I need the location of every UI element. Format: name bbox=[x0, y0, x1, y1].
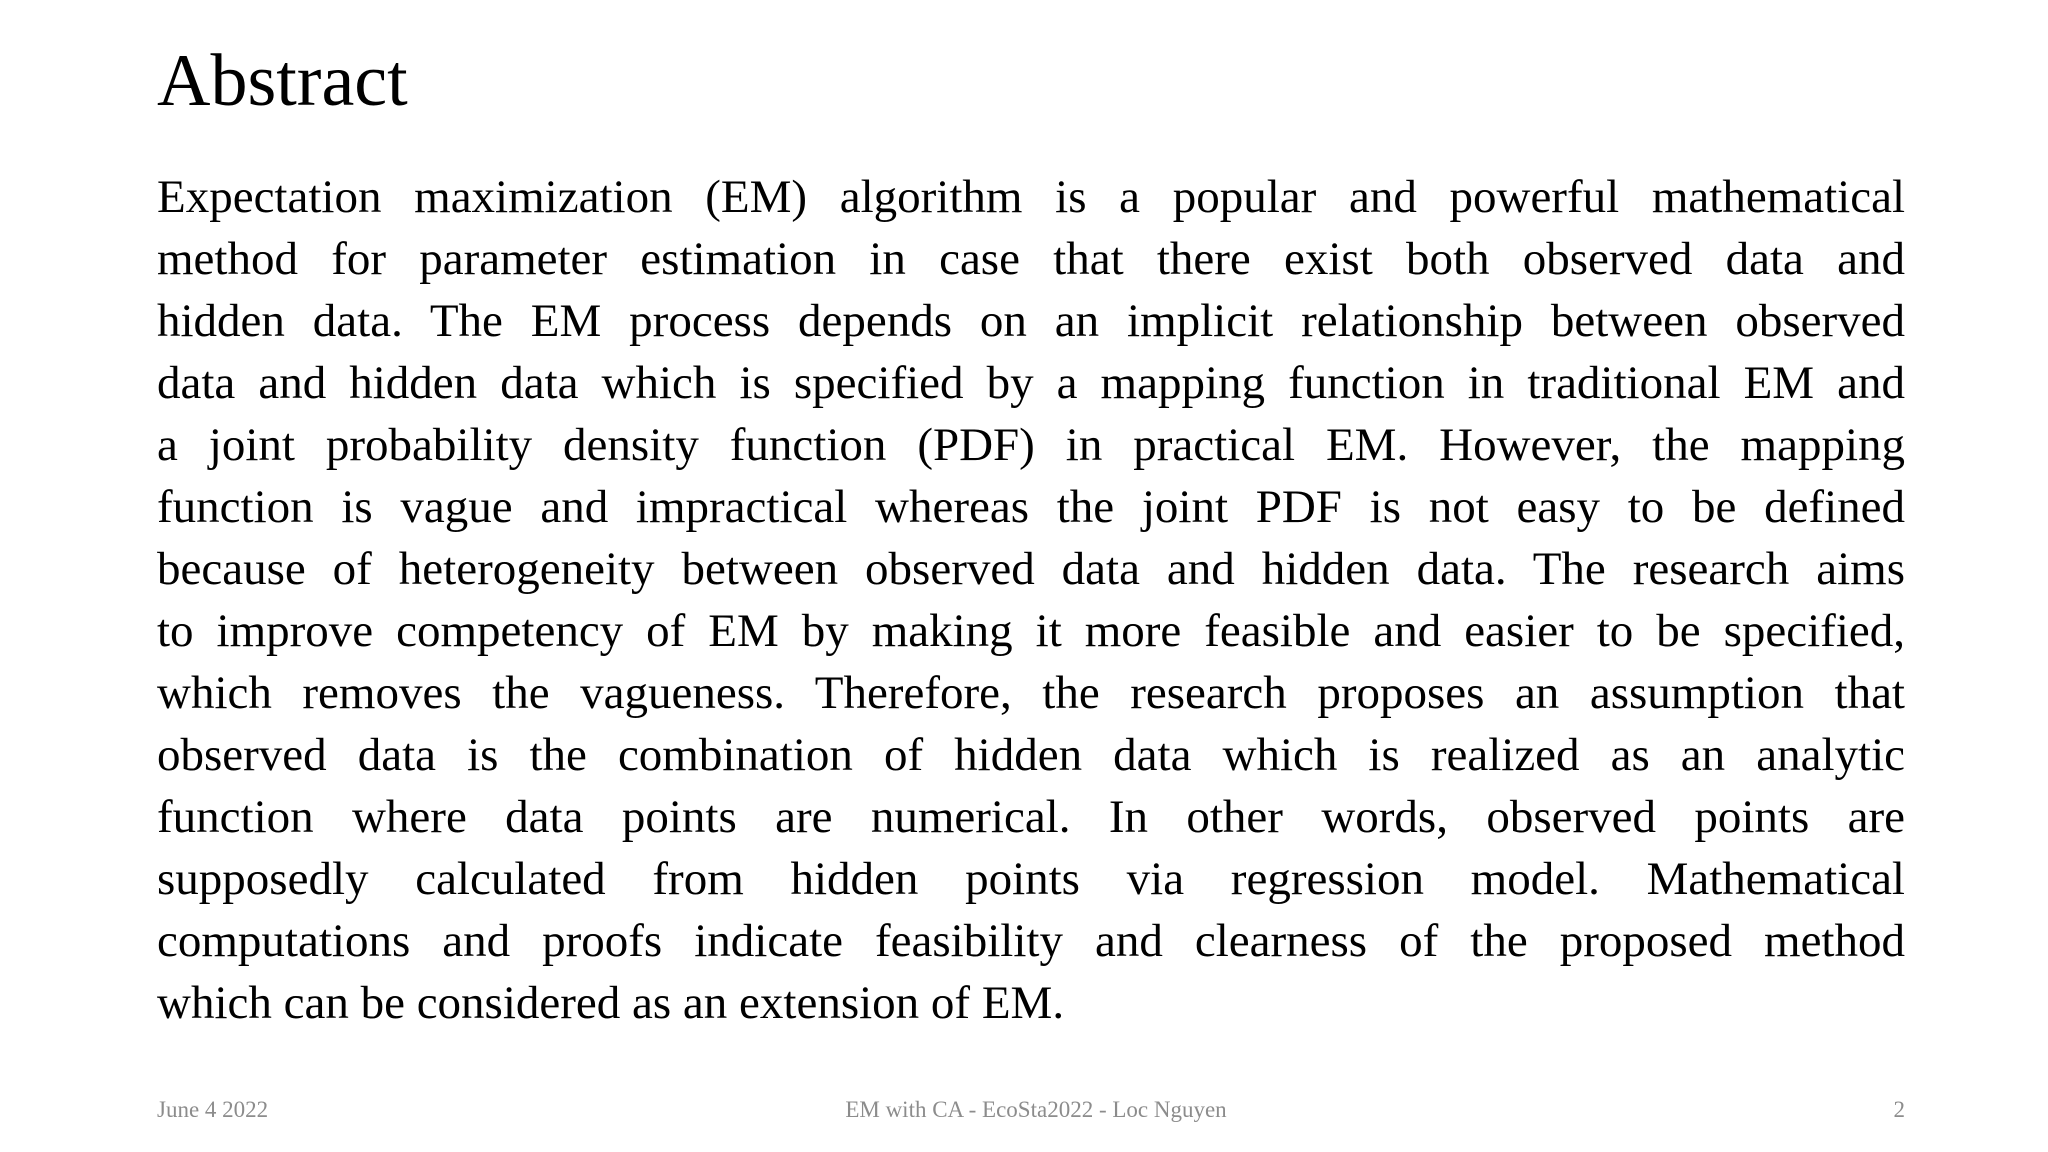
footer-title: EM with CA - EcoSta2022 - Loc Nguyen bbox=[845, 1097, 1227, 1122]
abstract-line: a joint probability density function (PDF) in practical EM. However, the mapping bbox=[157, 419, 1905, 471]
abstract-line: observed data is the combination of hidden data which is realized as an analytic bbox=[157, 729, 1905, 781]
abstract-line: Expectation maximization (EM) algorithm is a popular and powerful mathematical bbox=[157, 171, 1905, 223]
abstract-line: which can be considered as an extension of EM. bbox=[157, 977, 1065, 1029]
abstract-line: computations and proofs indicate feasibility and clearness of the proposed method bbox=[157, 915, 1905, 967]
abstract-line: because of heterogeneity between observed data and hidden data. The research aims bbox=[157, 543, 1905, 595]
footer-date: June 4 2022 bbox=[157, 1097, 269, 1122]
slide-title: Abstract bbox=[157, 40, 408, 122]
abstract-line: which removes the vagueness. Therefore, the research proposes an assumption that bbox=[157, 667, 1905, 719]
abstract-line: to improve competency of EM by making it more feasible and easier to be specified, bbox=[157, 605, 1905, 657]
abstract-line: function is vague and impractical whereas the joint PDF is not easy to be defined bbox=[157, 481, 1905, 533]
footer-page-number: 2 bbox=[1893, 1097, 1905, 1122]
abstract-body bbox=[157, 166, 1905, 1034]
abstract-line: method for parameter estimation in case that there exist both observed data and bbox=[157, 233, 1905, 285]
abstract-line: function where data points are numerical. In other words, observed points are bbox=[157, 791, 1905, 843]
abstract-line: hidden data. The EM process depends on an implicit relationship between observed bbox=[157, 295, 1905, 347]
abstract-line: data and hidden data which is specified by a mapping function in traditional EM and bbox=[157, 357, 1905, 409]
abstract-line: supposedly calculated from hidden points via regression model. Mathematical bbox=[157, 853, 1905, 905]
